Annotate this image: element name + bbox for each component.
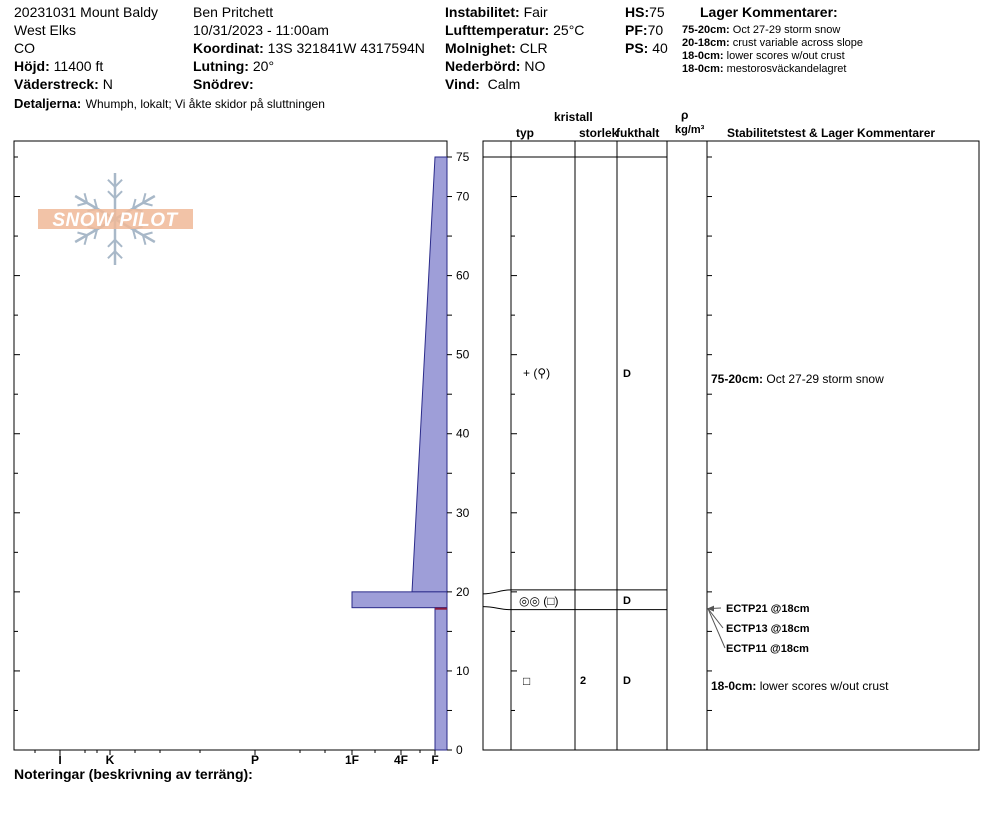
wind-label: Vind: — [445, 76, 480, 92]
wind-value: Calm — [487, 76, 521, 92]
x-tick-label: 4F — [393, 753, 409, 767]
y-tick-label: 40 — [456, 426, 470, 441]
layer-comment-range: 75-20cm: — [682, 24, 730, 36]
terrain-notes-label: Noteringar (beskrivning av terräng): — [14, 766, 253, 782]
stability-test-2: ECTP13 @18cm — [726, 623, 810, 635]
hardness-x-ticks — [35, 750, 439, 767]
layer-2-grain: ◎◎ (□) — [519, 594, 559, 608]
observer: Ben Pritchett — [193, 4, 274, 20]
wind-loading-label: Snödrev: — [193, 76, 254, 92]
snow-pilot-logo — [38, 173, 193, 265]
stability-value: Fair — [523, 4, 548, 20]
y-tick-label: 30 — [456, 505, 470, 520]
stability-test-3: ECTP11 @18cm — [726, 643, 809, 655]
y-tick-label: 70 — [456, 189, 470, 204]
layer-comment-range: 18-0cm: — [682, 50, 724, 62]
hardness-bar-3 — [435, 608, 447, 750]
layer-table-frame — [483, 141, 979, 750]
aspect-label: Väderstreck: — [14, 76, 99, 92]
depth-y-labels — [456, 150, 470, 757]
layer-1-comment-text: Oct 27-29 storm snow — [766, 372, 884, 386]
type-header: typ — [516, 126, 534, 140]
x-tick-label: P — [250, 753, 260, 767]
y-tick-label: 20 — [456, 584, 470, 599]
moisture-header: fukthalt — [616, 126, 660, 140]
state: CO — [14, 40, 35, 56]
layer-3-comment — [711, 679, 888, 693]
coord-value: 13S 321841W 4317594N — [267, 40, 425, 56]
slope-label: Lutning: — [193, 58, 249, 74]
boundary-connector-18 — [483, 607, 511, 610]
x-tick-label: I — [58, 753, 62, 767]
snowflake-branch — [77, 233, 87, 236]
date-location: 20231031 Mount Baldy — [14, 4, 158, 20]
layer-comment-text: mestorosväckandelagret — [726, 63, 847, 75]
snowflake-branch — [143, 233, 153, 236]
layer-comment-text: Oct 27-29 storm snow — [732, 24, 841, 36]
y-tick-label: 0 — [456, 743, 463, 757]
x-tick-label: F — [431, 753, 439, 767]
precip-value: NO — [524, 58, 546, 74]
slope-value: 20° — [252, 58, 275, 74]
density-unit-header: kg/m³ — [675, 124, 705, 136]
snowflake-branch — [77, 203, 87, 206]
ps-value: 40 — [652, 40, 668, 56]
datetime: 10/31/2023 - 11:00am — [193, 22, 329, 38]
hardness-bar-1 — [412, 157, 447, 592]
pf-value: 70 — [647, 22, 664, 38]
layer-2-moisture: D — [623, 595, 631, 607]
stability-label: Instabilitet: — [445, 4, 520, 20]
sky-label: Molnighet: — [445, 40, 516, 56]
layer-3-comment-range: 18-0cm: — [711, 679, 757, 693]
x-tick-label: 1F — [344, 753, 360, 767]
aspect-value: N — [102, 76, 113, 92]
hardness-y-ticks — [14, 157, 452, 750]
boundary-connector-20 — [483, 590, 511, 594]
layer-comment-text: crust variable across slope — [732, 37, 863, 49]
layer-3-size: 2 — [580, 675, 587, 687]
air-temp-label: Lufttemperatur: — [445, 22, 550, 38]
elevation-label: Höjd: — [14, 58, 50, 74]
air-temp-value: 25°C — [553, 22, 585, 38]
hs-label: HS: — [625, 4, 650, 20]
stability-header: Stabilitetstest & Lager Kommentarer — [727, 126, 936, 140]
x-tick-label: K — [105, 753, 115, 767]
layer-comments-title: Lager Kommentarer: — [700, 4, 838, 20]
y-tick-label: 60 — [456, 268, 470, 283]
layer-1-moisture: D — [623, 368, 631, 380]
y-tick-label: 10 — [456, 663, 470, 678]
range: West Elks — [14, 22, 76, 38]
layer-comment-text: lower scores w/out crust — [726, 50, 845, 62]
snowflake-branch — [143, 203, 153, 206]
crystal-header: kristall — [554, 110, 593, 124]
ps-label: PS: — [625, 40, 649, 56]
layer-boundaries — [483, 157, 725, 648]
layer-3-moisture: D — [623, 675, 631, 687]
precip-label: Nederbörd: — [445, 58, 521, 74]
layer-1-grain: + (⚲) — [523, 366, 551, 380]
layer-1-comment — [711, 372, 884, 386]
layer-3-grain: □ — [523, 674, 531, 688]
layer-table — [483, 141, 979, 750]
sky-value: CLR — [519, 40, 548, 56]
layer-3-comment-text: lower scores w/out crust — [759, 679, 889, 693]
layer-1-comment-range: 75-20cm: — [711, 372, 764, 386]
details-label: Detaljerna: — [14, 96, 82, 111]
logo-text: SNOW PILOT — [52, 210, 178, 231]
hs-value: 75 — [649, 4, 665, 20]
y-tick-label: 50 — [456, 347, 470, 362]
size-header: storlek — [579, 126, 619, 140]
y-tick-label: 75 — [456, 150, 470, 164]
details-value: Whumph, lokalt; Vi åkte skidor på sluttningen — [85, 97, 325, 111]
coord-label: Koordinat: — [193, 40, 264, 56]
layer-comment-range: 18-0cm: — [682, 63, 724, 75]
rho-header: ρ — [681, 108, 689, 122]
elevation-value: 11400 ft — [53, 58, 104, 74]
test-arrow-3 — [708, 609, 725, 648]
layer-comment-range: 20-18cm: — [682, 37, 730, 49]
hardness-plot — [14, 141, 470, 767]
stability-test-1: ECTP21 @18cm — [726, 603, 810, 615]
table-depth-ticks — [511, 157, 712, 750]
pf-label: PF: — [625, 22, 648, 38]
hardness-bars — [352, 157, 447, 750]
hardness-bar-2 — [352, 592, 447, 608]
test-arrow-head — [707, 606, 714, 612]
